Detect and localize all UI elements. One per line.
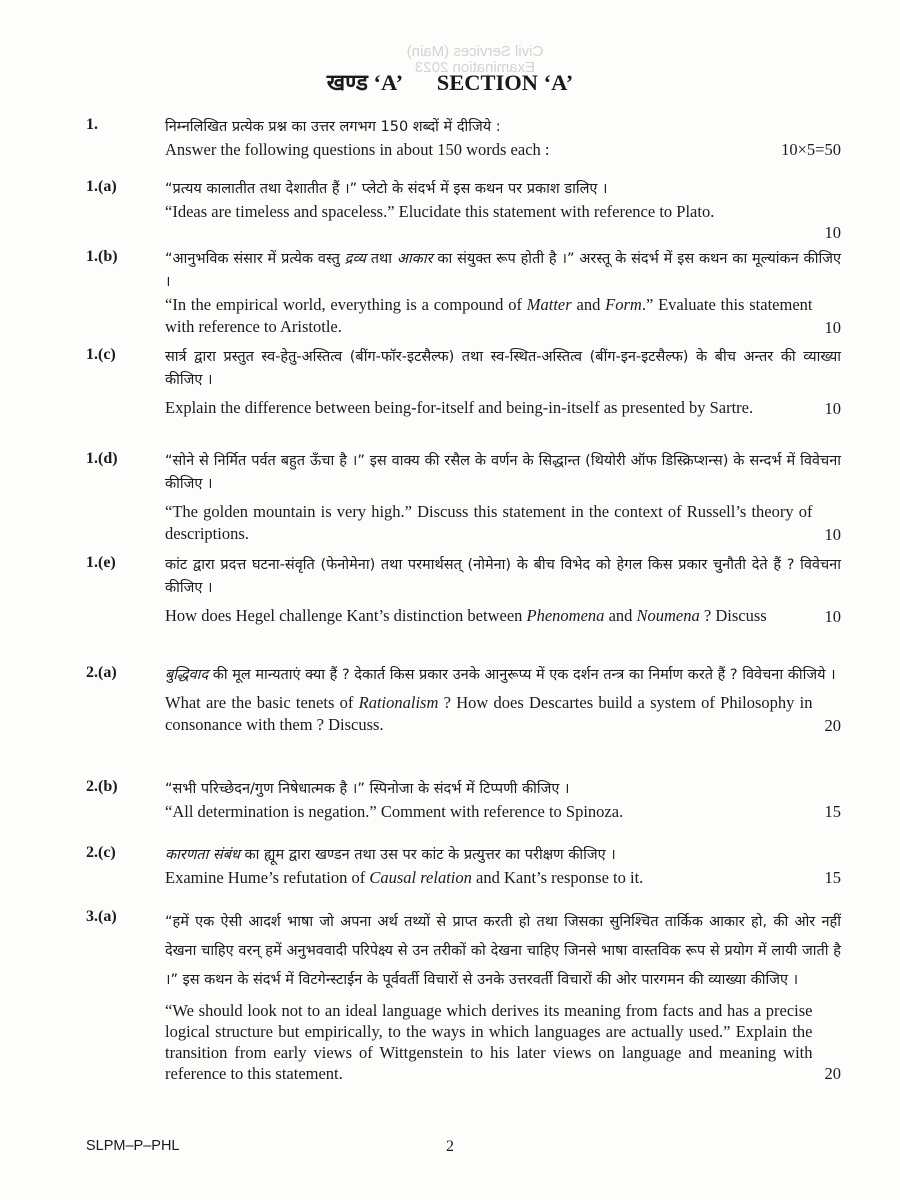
question-text-english: “All determination is negation.” Comment with reference to Spinoza. xyxy=(165,802,624,821)
question-text-hindi: कांट द्वारा प्रदत्त घटना-संवृति (फेनोमेना) तथा परमार्थसत् (नोमेना) के बीच विभेद को हेगल किस प्रकार चुनौती देते हैं ? विवेचना कीजिए । xyxy=(165,557,841,596)
paper-code: SLPM–P–PHL xyxy=(86,1138,180,1154)
question-marks: 20 xyxy=(824,716,841,735)
question-number: 2.(a) xyxy=(86,664,117,681)
page-number: 2 xyxy=(446,1138,454,1155)
question-text-english: Answer the following questions in about 150 words each : xyxy=(165,140,550,159)
question-text-english: “In the empirical world, everything is a compound of Matter and Form.” Evaluate this statement with reference to Aristotle. xyxy=(165,295,813,336)
question-text-english: “Ideas are timeless and spaceless.” Elucidate this statement with reference to Plato. xyxy=(165,202,715,221)
question-number: 1.(d) xyxy=(86,450,118,467)
question-marks: 15 xyxy=(824,802,841,821)
section-heading-hindi: खण्ड ‘A’ xyxy=(326,70,404,95)
question-number: 3.(a) xyxy=(86,908,117,925)
question-marks: 20 xyxy=(824,1064,841,1083)
question-2c xyxy=(86,844,841,889)
question-number: 1. xyxy=(86,116,98,133)
question-1c xyxy=(86,346,841,419)
question-text-english: How does Hegel challenge Kant’s distinction between Phenomena and Noumena ? Discuss xyxy=(165,606,767,625)
question-text-english: Examine Hume’s refutation of Causal relation and Kant’s response to it. xyxy=(165,868,644,887)
question-text-hindi: “प्रत्यय कालातीत तथा देशातीत हैं ।” प्लेटो के संदर्भ में इस कथन पर प्रकाश डालिए । xyxy=(165,181,608,197)
question-text-hindi: बुद्धिवाद की मूल मान्यताएं क्या हैं ? देकार्त किस प्रकार उनके आनुरूप्य में एक दर्शन तन्त्र का निर्माण करते हैं ? विवेचना कीजिये । xyxy=(165,667,836,683)
question-marks: 10 xyxy=(824,223,841,242)
question-number: 1.(a) xyxy=(86,178,117,195)
question-number: 1.(c) xyxy=(86,346,116,363)
question-text-hindi: “हमें एक ऐसी आदर्श भाषा जो अपना अर्थ तथ्यों से प्राप्त करती हो तथा जिसका सुनिश्चित तार्किक आकार हो, की ओर नहीं देखना चाहिए वरन् हमें अनुभववादी परिपेक्ष्य से उन तरीकों को देखना चाहिए जिनसे भाषा वास्तविक रूप से प्रयोग में लायी जाती है ।” इस कथन के संदर्भ में विटगेन्स्टाईन के पूर्ववर्ती विचारों से उनके उत्तरवर्ती विचारों की ओर पारगमन की व्याख्या कीजिए । xyxy=(165,914,841,988)
question-text-hindi: कारणता संबंध का ह्यूम द्वारा खण्डन तथा उस पर कांट के प्रत्युत्तर का परीक्षण कीजिए । xyxy=(165,847,616,863)
question-text-hindi: सार्त्र द्वारा प्रस्तुत स्व-हेतु-अस्तित्व (बींग-फॉर-इटसैल्फ) तथा स्व-स्थित-अस्तित्व (बींग-इन-इटसैल्फ) के बीच अन्तर की व्याख्या कीजिए । xyxy=(165,349,841,388)
question-marks: 10 xyxy=(824,318,841,337)
question-number: 2.(c) xyxy=(86,844,116,861)
question-number: 1.(e) xyxy=(86,554,116,571)
question-marks: 10×5=50 xyxy=(781,140,841,159)
question-text-english: “The golden mountain is very high.” Discuss this statement in the context of Russell’s theory of descriptions. xyxy=(165,502,813,543)
question-2b xyxy=(86,778,841,823)
question-1e xyxy=(86,554,841,627)
question-1b xyxy=(86,248,841,338)
question-text-hindi: “सोने से निर्मित पर्वत बहुत ऊँचा है ।” इस वाक्य की रसैल के वर्णन के सिद्धान्त (थियोरी ऑफ डिस्क्रिप्शन्स) के सन्दर्भ में विवेचना कीजिए । xyxy=(165,453,841,492)
question-marks: 15 xyxy=(824,868,841,887)
question-3a xyxy=(86,908,841,1084)
question-text-english: What are the basic tenets of Rationalism ? How does Descartes build a system of Philosophy in consonance with them ? Discuss. xyxy=(165,693,813,734)
question-text-hindi: “सभी परिच्छेदन/गुण निषेधात्मक है ।” स्पिनोजा के संदर्भ में टिप्पणी कीजिए । xyxy=(165,781,570,797)
section-heading-english: SECTION ‘A’ xyxy=(436,70,574,95)
section-heading xyxy=(0,66,900,97)
question-text-hindi: “आनुभविक संसार में प्रत्येक वस्तु द्रव्य तथा आकार का संयुक्त रूप होती है ।” अरस्तू के संदर्भ में इस कथन का मूल्यांकन कीजिए । xyxy=(165,251,841,290)
watermark-line-1: Civil Services (Main) xyxy=(406,43,544,60)
question-number: 2.(b) xyxy=(86,778,118,795)
question-text-hindi: निम्नलिखित प्रत्येक प्रश्न का उत्तर लगभग 150 शब्दों में दीजिये : xyxy=(165,119,501,135)
question-marks: 10 xyxy=(824,607,841,626)
watermark-line-2: Examination 2023 xyxy=(414,59,536,76)
question-1 xyxy=(86,116,841,161)
question-2a xyxy=(86,664,841,736)
question-1d xyxy=(86,450,841,545)
question-marks: 10 xyxy=(824,399,841,418)
question-text-english: “We should look not to an ideal language which derives its meaning from facts and has a precise logical structure but empirically, to the ways in which languages are actually used.” Explain the transition from early views of Wittgenstein to his later views on language and meaning with reference to this statement. xyxy=(165,1001,813,1083)
question-text-english: Explain the difference between being-for-itself and being-in-itself as presented by Sartre. xyxy=(165,398,754,417)
question-1a xyxy=(86,178,841,243)
question-number: 1.(b) xyxy=(86,248,118,265)
question-marks: 10 xyxy=(824,525,841,544)
